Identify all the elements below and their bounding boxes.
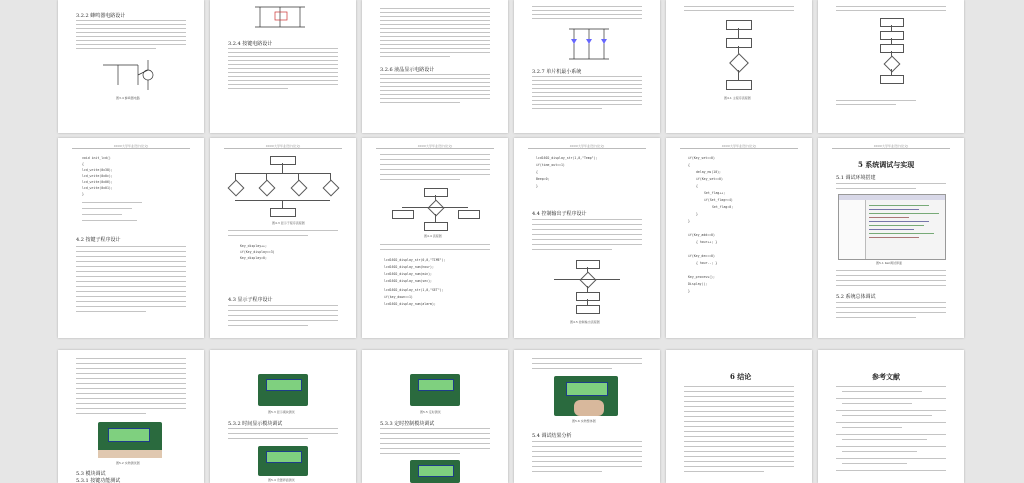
section-heading: 5.3.2 时间显示模块调试 (228, 421, 283, 427)
page-thumbnail[interactable]: 图5.5 定时测试 5.3.3 定时控制模块调试 (362, 350, 508, 483)
photo (410, 460, 460, 483)
chapter-title: 6 结论 (730, 372, 752, 381)
section-heading: 4.3 显示子程序设计 (228, 297, 273, 303)
chapter-title: 参考文献 (872, 372, 900, 381)
section-heading: 4.2 按键子程序设计 (76, 237, 121, 243)
photo (554, 376, 618, 416)
page-thumbnail[interactable]: 图5.3 显示模块测试 5.3.2 时间显示模块调试 图5.4 设置界面测试 (210, 350, 356, 483)
page-thumbnail[interactable]: XXXX大学毕业设计(论文) if(Key_set==0) { delay_ms(10); if(Key_set==0) { Set_flag++; if(Set_flag>=4) Set_flag=0; } } if(Key_add==0) { hour++; } if(Key_dec==0) { hour--; } Key_process(); Display(); } (666, 138, 812, 338)
section-heading: 3.2.4 按键电路设计 (228, 41, 273, 47)
photo (98, 422, 162, 458)
page-header: XXXX大学毕业设计(论文) (680, 144, 798, 149)
page-header: XXXX大学毕业设计(论文) (528, 144, 646, 149)
page-thumbnail[interactable]: XXXX大学毕业设计(论文) 图4.3 显示子程序流程图 Key_display++; if(Key_display==3) Key_display=0; 4.3 显示子程序设计 (210, 138, 356, 338)
section-heading: 3.2.2 蜂鸣器电路设计 (76, 13, 126, 19)
photo (258, 446, 308, 476)
figure-caption: 图4.1 主程序流程图 (724, 96, 751, 100)
page-thumbnail[interactable]: XXXX大学毕业设计(论文) 5 系统调试与实现 5.1 调试环境搭建 图5.1 Keil调试界面 5.2 系统总体调试 (818, 138, 964, 338)
section-heading: 3.2.6 液晶显示电路设计 (380, 67, 435, 73)
page-thumbnail[interactable]: 图5.2 实物测试图 5.3 模块调试 5.3.1 按键功能测试 (58, 350, 204, 483)
page-header: XXXX大学毕业设计(论文) (72, 144, 190, 149)
page-header: XXXX大学毕业设计(论文) (376, 144, 494, 149)
screenshot-figure (838, 194, 946, 260)
section-heading: 5.1 调试环境搭建 (836, 175, 876, 181)
section-heading: 5.4 调试结果分析 (532, 433, 572, 439)
page-thumbnail[interactable] (666, 350, 812, 483)
figure-caption: 图3.4 蜂鸣器电路 (116, 96, 140, 100)
page-thumbnail[interactable]: 图5.6 实物整体图 5.4 调试结果分析 (514, 350, 660, 483)
page-thumbnail[interactable] (818, 0, 964, 133)
led-diagram (564, 24, 614, 64)
circuit-diagram (98, 55, 168, 93)
section-heading: 3.2.7 单片机最小系统 (532, 69, 582, 75)
circuit-diagram (250, 2, 310, 30)
photo (410, 374, 460, 406)
photo (258, 374, 308, 406)
section-heading: 4.4 控制输出子程序设计 (532, 211, 587, 217)
page-thumbnail[interactable]: XXXX大学毕业设计(论文) 图4.4 流程图 lcd1602_display_str(0,0,"TIME"); lcd1602_display_num(hour); lcd1602_display_num(min); lcd1602_display_num(sec); lcd1602_display_str(1,0,"SET"); if(key_down==1) lcd1602_display_num(alarm); (362, 138, 508, 338)
page-thumbnail[interactable]: XXXX大学毕业设计(论文) void init_lcd() { lcd_write(0x38); lcd_write(0x0c); lcd_write(0x06); lcd_write(0x01); } 4.2 按键子程序设计 (58, 138, 204, 338)
page-thumbnail[interactable] (58, 0, 204, 133)
page-thumbnail[interactable] (210, 0, 356, 133)
page-thumbnail[interactable] (818, 350, 964, 483)
page-thumbnail[interactable]: XXXX大学毕业设计(论文) lcd1602_display_str(1,0,"Temp"); if(time_out==1) { Beep=0; } 4.4 控制输出子程序设计 图4.5 控制输出流程图 (514, 138, 660, 338)
section-heading: 5.2 系统总体调试 (836, 294, 876, 300)
page-thumbnail[interactable] (514, 0, 660, 133)
section-heading: 5.3.1 按键功能测试 (76, 478, 121, 483)
page-thumbnail[interactable] (362, 0, 508, 133)
chapter-title: 5 系统调试与实现 (858, 160, 915, 169)
section-heading: 5.3 模块调试 (76, 471, 106, 477)
page-header: XXXX大学毕业设计(论文) (224, 144, 342, 149)
section-heading: 5.3.3 定时控制模块调试 (380, 421, 435, 427)
page-header: XXXX大学毕业设计(论文) (832, 144, 950, 149)
page-thumbnail[interactable] (666, 0, 812, 133)
